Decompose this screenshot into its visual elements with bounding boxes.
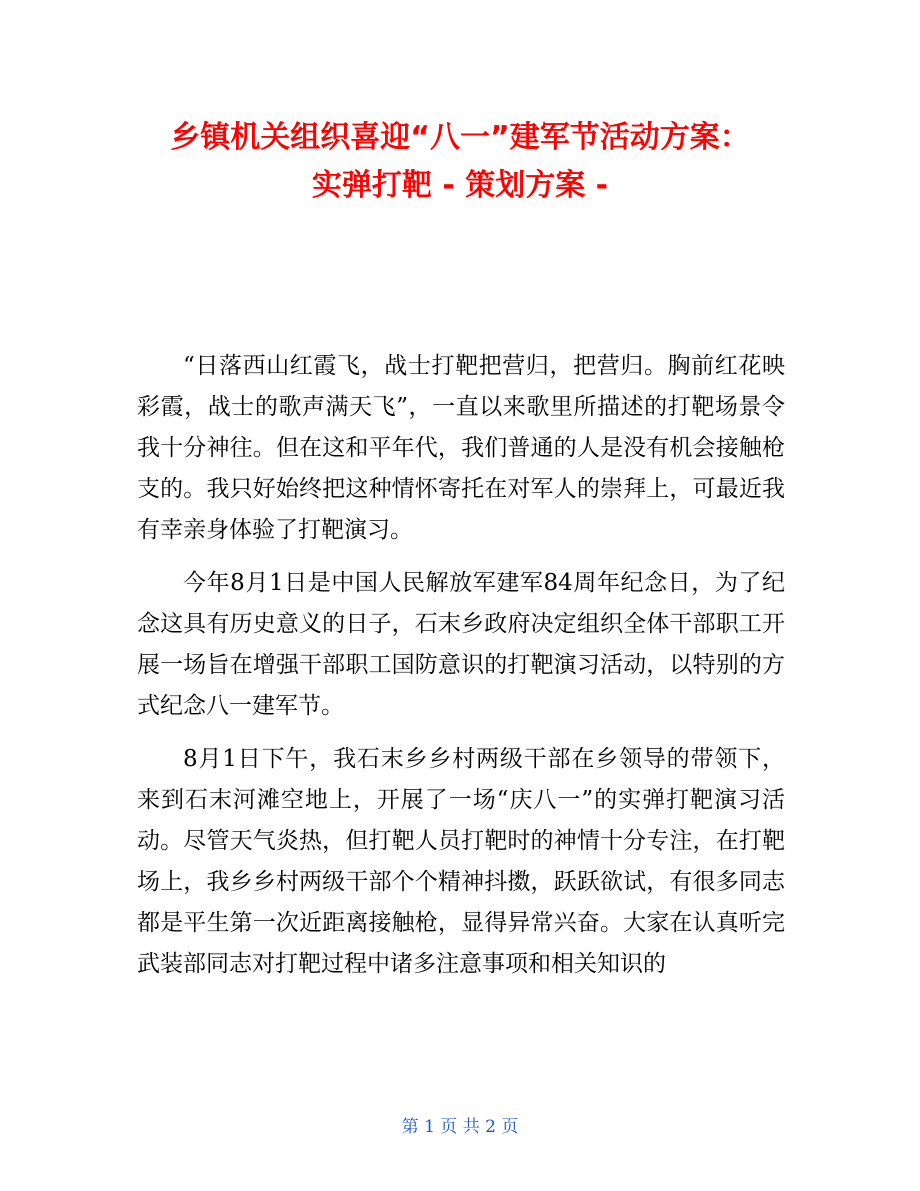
page-number-footer: 第 1 页 共 2 页 [401,1117,519,1137]
title-line-1: 乡镇机关组织喜迎“八一”建军节活动方案： [170,120,750,155]
paragraph-1: “日落西山红霞飞，战士打靶把营归，把营归。胸前红花映彩霞，战士的歌声满天飞”，一直以来歌里所描述的打靶场景令我十分神往。但在这和平年代，我们普通的人是没有机会接触枪支的。我只好始终把这种情怀寄托在对军人的崇拜上，可最近我有幸亲身体验了打靶演习。 [137,353,785,543]
paragraph-3: 8月1日下午，我石末乡乡村两级干部在乡领导的带领下，来到石末河滩空地上，开展了一场“庆八一”的实弹打靶演习活动。尽管天气炎热，但打靶人员打靶时的神情十分专注，在打靶场上，我乡乡村两级干部个个精神抖擞，跃跃欲试，有很多同志都是平生第一次近距离接触枪，显得异常兴奋。大家在认真听完武装部同志对打靶过程中诸多注意事项和相关知识的 [137,746,785,977]
document-body [137,346,785,997]
document-title [100,114,820,210]
title-line-2: 实弹打靶 - 策划方案 - [311,168,609,203]
paragraph-2: 今年8月1日是中国人民解放军建军84周年纪念日，为了纪念这具有历史意义的日子，石末乡政府决定组织全体干部职工开展一场旨在增强干部职工国防意识的打靶演习活动，以特别的方式纪念八一建军节。 [137,570,785,719]
